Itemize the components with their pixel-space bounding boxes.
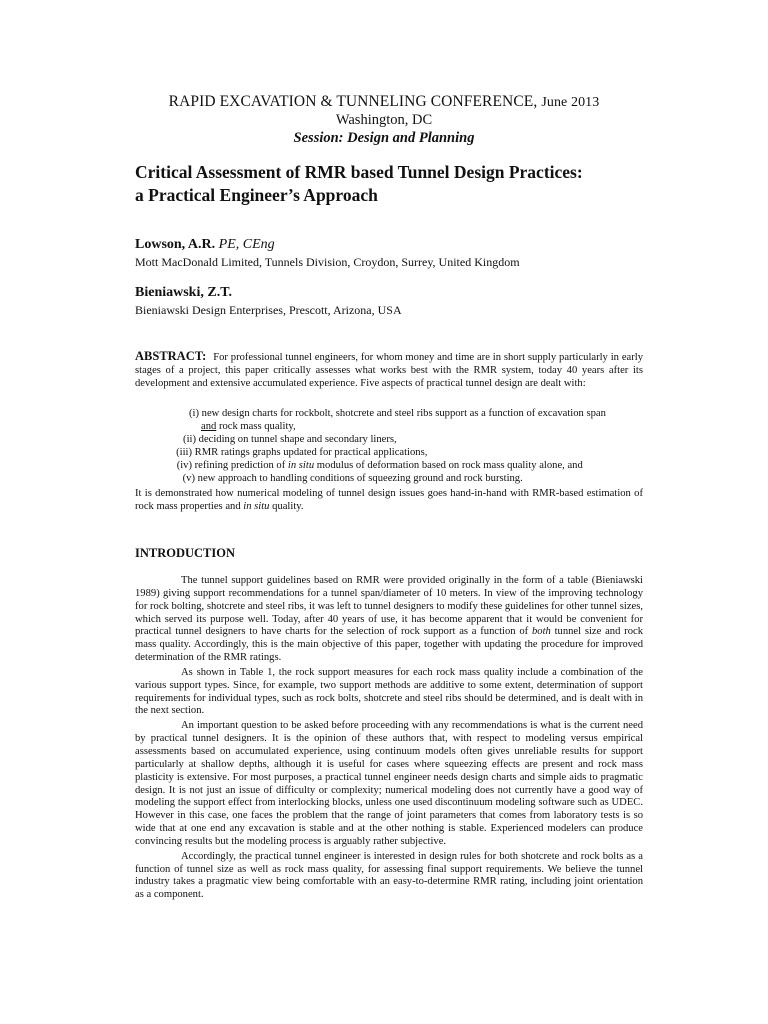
paragraph: An important question to be asked before proceeding with any recommendations is what is the current need by practical tunnel designers. It is the opinion of these authors that, with respect to modeling versus empirical assessments based on accumulated experience, using continuum models often gives unreliable results for support particularly at shallow depths, although it is useful for cases where squeezing effects are present and rock mass plasticity is extensive. For most purposes, a practical tunnel engineer needs design charts and simple aids to pragmatic design. It is not just an issue of difficulty or complexity; numerical modeling does not currently have a good way of modeling the support effect from interlocking blocks, unless one used discontinuum modeling software such as UDEC. However in this case, one faces the problem that the range of joint parameters that comes from laboratory tests is so wide that at one end any excavation is stable and at the other nothing is stable. Experienced modelers can produce convincing results but the modeling process is arguably rather subjective. (135, 720, 643, 847)
author-1-affiliation: Mott MacDonald Limited, Tunnels Division, Croydon, Surrey, United Kingdom (135, 255, 520, 269)
paragraph (135, 575, 643, 665)
conference-date: June 2013 (541, 95, 600, 110)
paper-title-line-2: a Practical Engineer’s Approach (135, 185, 378, 205)
author-1-credentials: PE, CEng (218, 237, 275, 252)
introduction-heading: INTRODUCTION (135, 546, 236, 560)
paper-title (135, 161, 695, 207)
item-text: refining prediction of (194, 459, 286, 471)
author-2-affiliation: Bieniawski Design Enterprises, Prescott, Arizona, USA (135, 303, 402, 317)
abstract-label: ABSTRACT: (135, 349, 207, 363)
paragraph: Accordingly, the practical tunnel engineer is interested in design rules for both shotcrete and rock bolts as a function of tunnel size as well as rock mass quality, for assessing final support requirements. We believe the tunnel industry takes a pragmatic view being comfortable with an easy-to-determine RMR rating, including joint orientation as a component. (135, 850, 643, 901)
abstract-list-item (135, 447, 643, 460)
paragraph-text-end: tunnel size and rock mass quality. Accordingly, this is the main objective of this paper, together with updating the procedure for improved determination of the RMR ratings. (135, 626, 643, 664)
paragraph-text: The tunnel support guidelines based on RMR were provided originally in the form of a table (Bieniawski 1989) giving support recommendations for a tunnel span/diameter of 10 meters. In view of the improving technology for rock bolting, shotcrete and steel ribs, it was left to tunnel designers to modify these guidelines for other tunnel sizes, which served its purpose well. Today, after 40 years of use, it has become apparent that it would be convenient for practical tunnel designers to have charts for the selection of rock support as a function of (135, 575, 643, 638)
abstract-conclusion-italic: in situ (243, 501, 270, 512)
session-name: Session: Design and Planning (293, 130, 475, 146)
item-text: deciding on tunnel shape and secondary liners, (198, 433, 397, 445)
paragraph: As shown in Table 1, the rock support measures for each rock mass quality include a combination of the various support types. Since, for example, two support methods are additive to some extent, determination of support requirements for individual types, such as rock bolts, shotcrete and steel ribs should be determined, and is dealt with in the next section. (135, 666, 643, 717)
abstract-list-item (135, 460, 643, 473)
introduction-body (135, 575, 643, 904)
item-number: (iii) (176, 446, 192, 458)
abstract-list-item (135, 434, 643, 447)
author-1-name-text: Lowson, A.R. (135, 237, 216, 252)
author-1-name (135, 237, 275, 253)
item-text: modulus of deformation based on rock mass quality alone, and (316, 459, 583, 471)
paragraph-italic: both (531, 626, 551, 638)
conference-location: Washington, DC (335, 112, 433, 128)
item-number: (i) (189, 408, 199, 419)
abstract-intro (135, 350, 643, 391)
abstract-conclusion-text-end: quality. (272, 501, 304, 512)
item-number: (ii) (183, 433, 196, 445)
item-text-italic: in situ (287, 459, 315, 471)
item-number: (v) (182, 472, 195, 484)
abstract-list (135, 408, 643, 485)
item-text: rock mass quality, (218, 420, 296, 432)
item-text: new approach to handling conditions of squeezing ground and rock bursting. (197, 472, 523, 484)
paper-title-line-1: Critical Assessment of RMR based Tunnel Design Practices: (135, 162, 583, 182)
item-number: (iv) (176, 459, 192, 471)
abstract-list-item-continuation (135, 421, 643, 434)
abstract-conclusion-text: It is demonstrated how numerical modeling of tunnel design issues goes hand-in-hand with RMR-based estimation of rock mass properties and (135, 488, 643, 512)
item-text-underlined: and (201, 420, 217, 432)
author-2-name: Bieniawski, Z.T. (135, 285, 232, 300)
abstract-list-item (135, 473, 643, 486)
abstract-conclusion (135, 487, 643, 513)
conference-name: RAPID EXCAVATION & TUNNELING CONFERENCE, (168, 93, 538, 110)
abstract-intro-text: For professional tunnel engineers, for whom money and time are in short supply particularly in early stages of a project, this paper critically assesses what works best with the RMR system, today 40 years after its development and extensive accumulated experience. Five aspects of practical tunnel design are dealt with: (135, 352, 643, 390)
item-text: new design charts for rockbolt, shotcrete and steel ribs support as a function of excavation span (201, 408, 606, 419)
abstract-list-item (135, 408, 643, 421)
conference-header (0, 93, 768, 111)
item-text: RMR ratings graphs updated for practical applications, (194, 446, 428, 458)
